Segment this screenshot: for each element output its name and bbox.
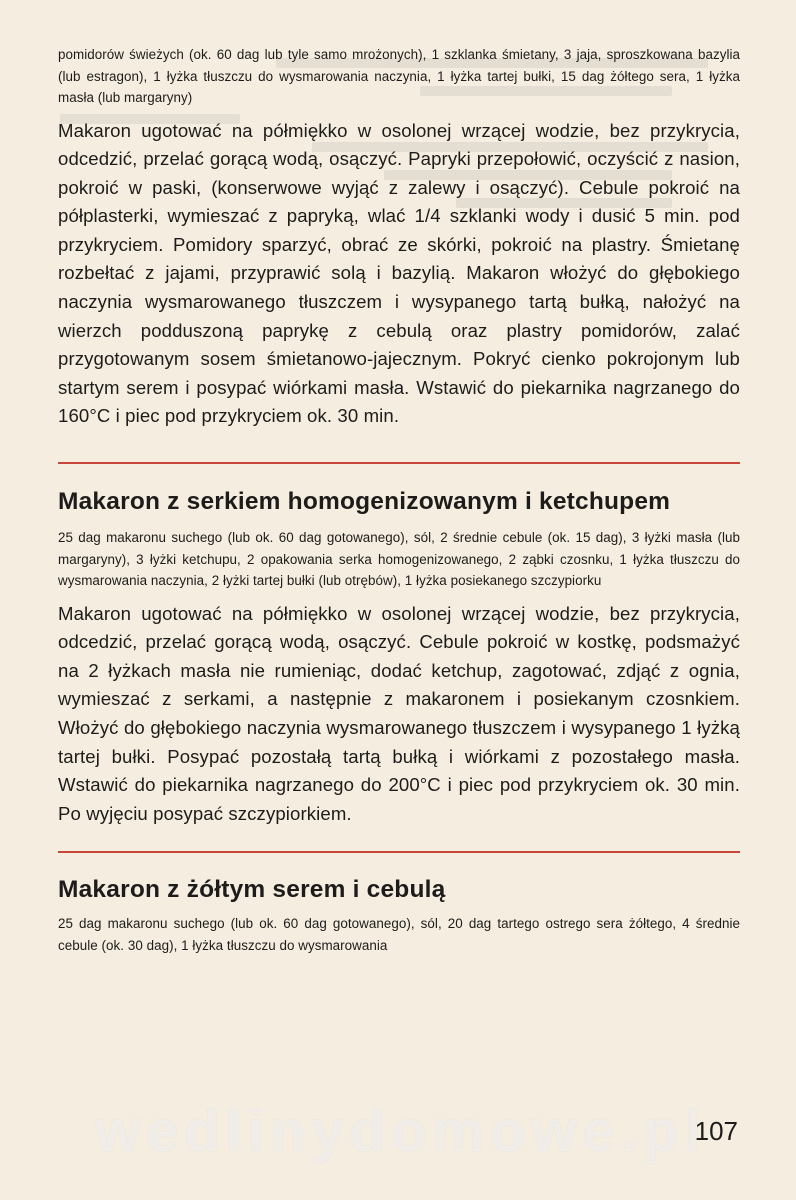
recipe1-method: Makaron ugotować na półmiękko w osolonej wrzącej wodzie, bez przykrycia, odcedzić, przelać gorącą wodą, osączyć. Papryki przepołowić, oczyścić z nasion, pokroić w paski, (konserwowe wyjąć z zalewy i osączyć). Cebule pokroić na półplasterki, wymieszać z papryką, wlać 1/4 szklanki wody i dusić 5 min. pod przykryciem. Pomidory sparzyć, obrać ze skórki, pokroić na plastry. Śmietanę rozbełtać z jajami, przyprawić solą i bazylią. Makaron włożyć do głębokiego naczynia wysmarowanego tłuszczem i wysypanego tartą bułką, nałożyć na wierzch podduszoną paprykę z cebulą oraz plastry pomidorów, zalać przygotowanym sosem śmietanowo-jajecznym. Pokryć cienko pokrojonym lub startym serem i posypać wiórkami masła. Wstawić do piekarnika nagrzanego do 160°C i piec pod przykryciem ok. 30 min. bbox=[58, 119, 740, 427]
watermark: wedlinydomowe.pl bbox=[95, 1099, 707, 1164]
section-divider bbox=[58, 851, 740, 853]
recipe3-ingredients: 25 dag makaronu suchego (lub ok. 60 dag gotowanego), sól, 20 dag tartego ostrego sera żółtego, 4 średnie cebule (ok. 30 dag), 1 łyżka tłuszczu do wysmarowania bbox=[58, 916, 740, 953]
recipe2-title: Makaron z serkiem homogenizowanym i ketchupem bbox=[58, 488, 671, 516]
recipe1-ingredients: pomidorów świeżych (ok. 60 dag lub tyle samo mrożonych), 1 szklanka śmietany, 3 jaja, sproszkowana bazylia (lub estragon), 1 łyżka tłuszczu do wysmarowania naczynia, 1 łyżka tartej bułki, 15 dag żółtego sera, 1 łyżka masła (lub margaryny) bbox=[58, 47, 740, 105]
page-number: 107 bbox=[694, 1116, 738, 1146]
recipe2-ingredients: 25 dag makaronu suchego (lub ok. 60 dag gotowanego), sól, 2 średnie cebule (ok. 15 dag), 3 łyżki masła (lub margaryny), 3 łyżki ketchupu, 2 opakowania serka homogenizowanego, 2 ząbki czosnku, 1 łyżka tłuszczu do wysmarowania naczynia, 2 łyżki tartej bułki (lub otrębów), 1 łyżka posiekanego szczypiorku bbox=[58, 530, 740, 589]
recipe2-method: Makaron ugotować na półmiękko w osolonej wrzącej wodzie, bez przykrycia, odcedzić, przelać gorącą wodą, osączyć. Cebule pokroić w kostkę, podsmażyć na 2 łyżkach masła nie rumieniąc, dodać ketchup, zagotować, zdjąć z ognia, wymieszać z serkami, a następnie z makaronem i posiekanym czosnkiem. Włożyć do głębokiego naczynia wysmarowanego tłuszczem i wysypanego 1 łyżką tartej bułki. Posypać pozostałą tartą bułką i wiórkami z pozostałego masła. Wstawić do piekarnika nagrzanego do 200°C i piec pod przykryciem ok. 30 min. Po wyjęciu posypać szczypiorkiem. bbox=[58, 602, 740, 824]
page-content bbox=[58, 44, 740, 956]
section-divider bbox=[58, 462, 740, 464]
recipe3-title: Makaron z żółtym serem i cebulą bbox=[58, 876, 446, 904]
